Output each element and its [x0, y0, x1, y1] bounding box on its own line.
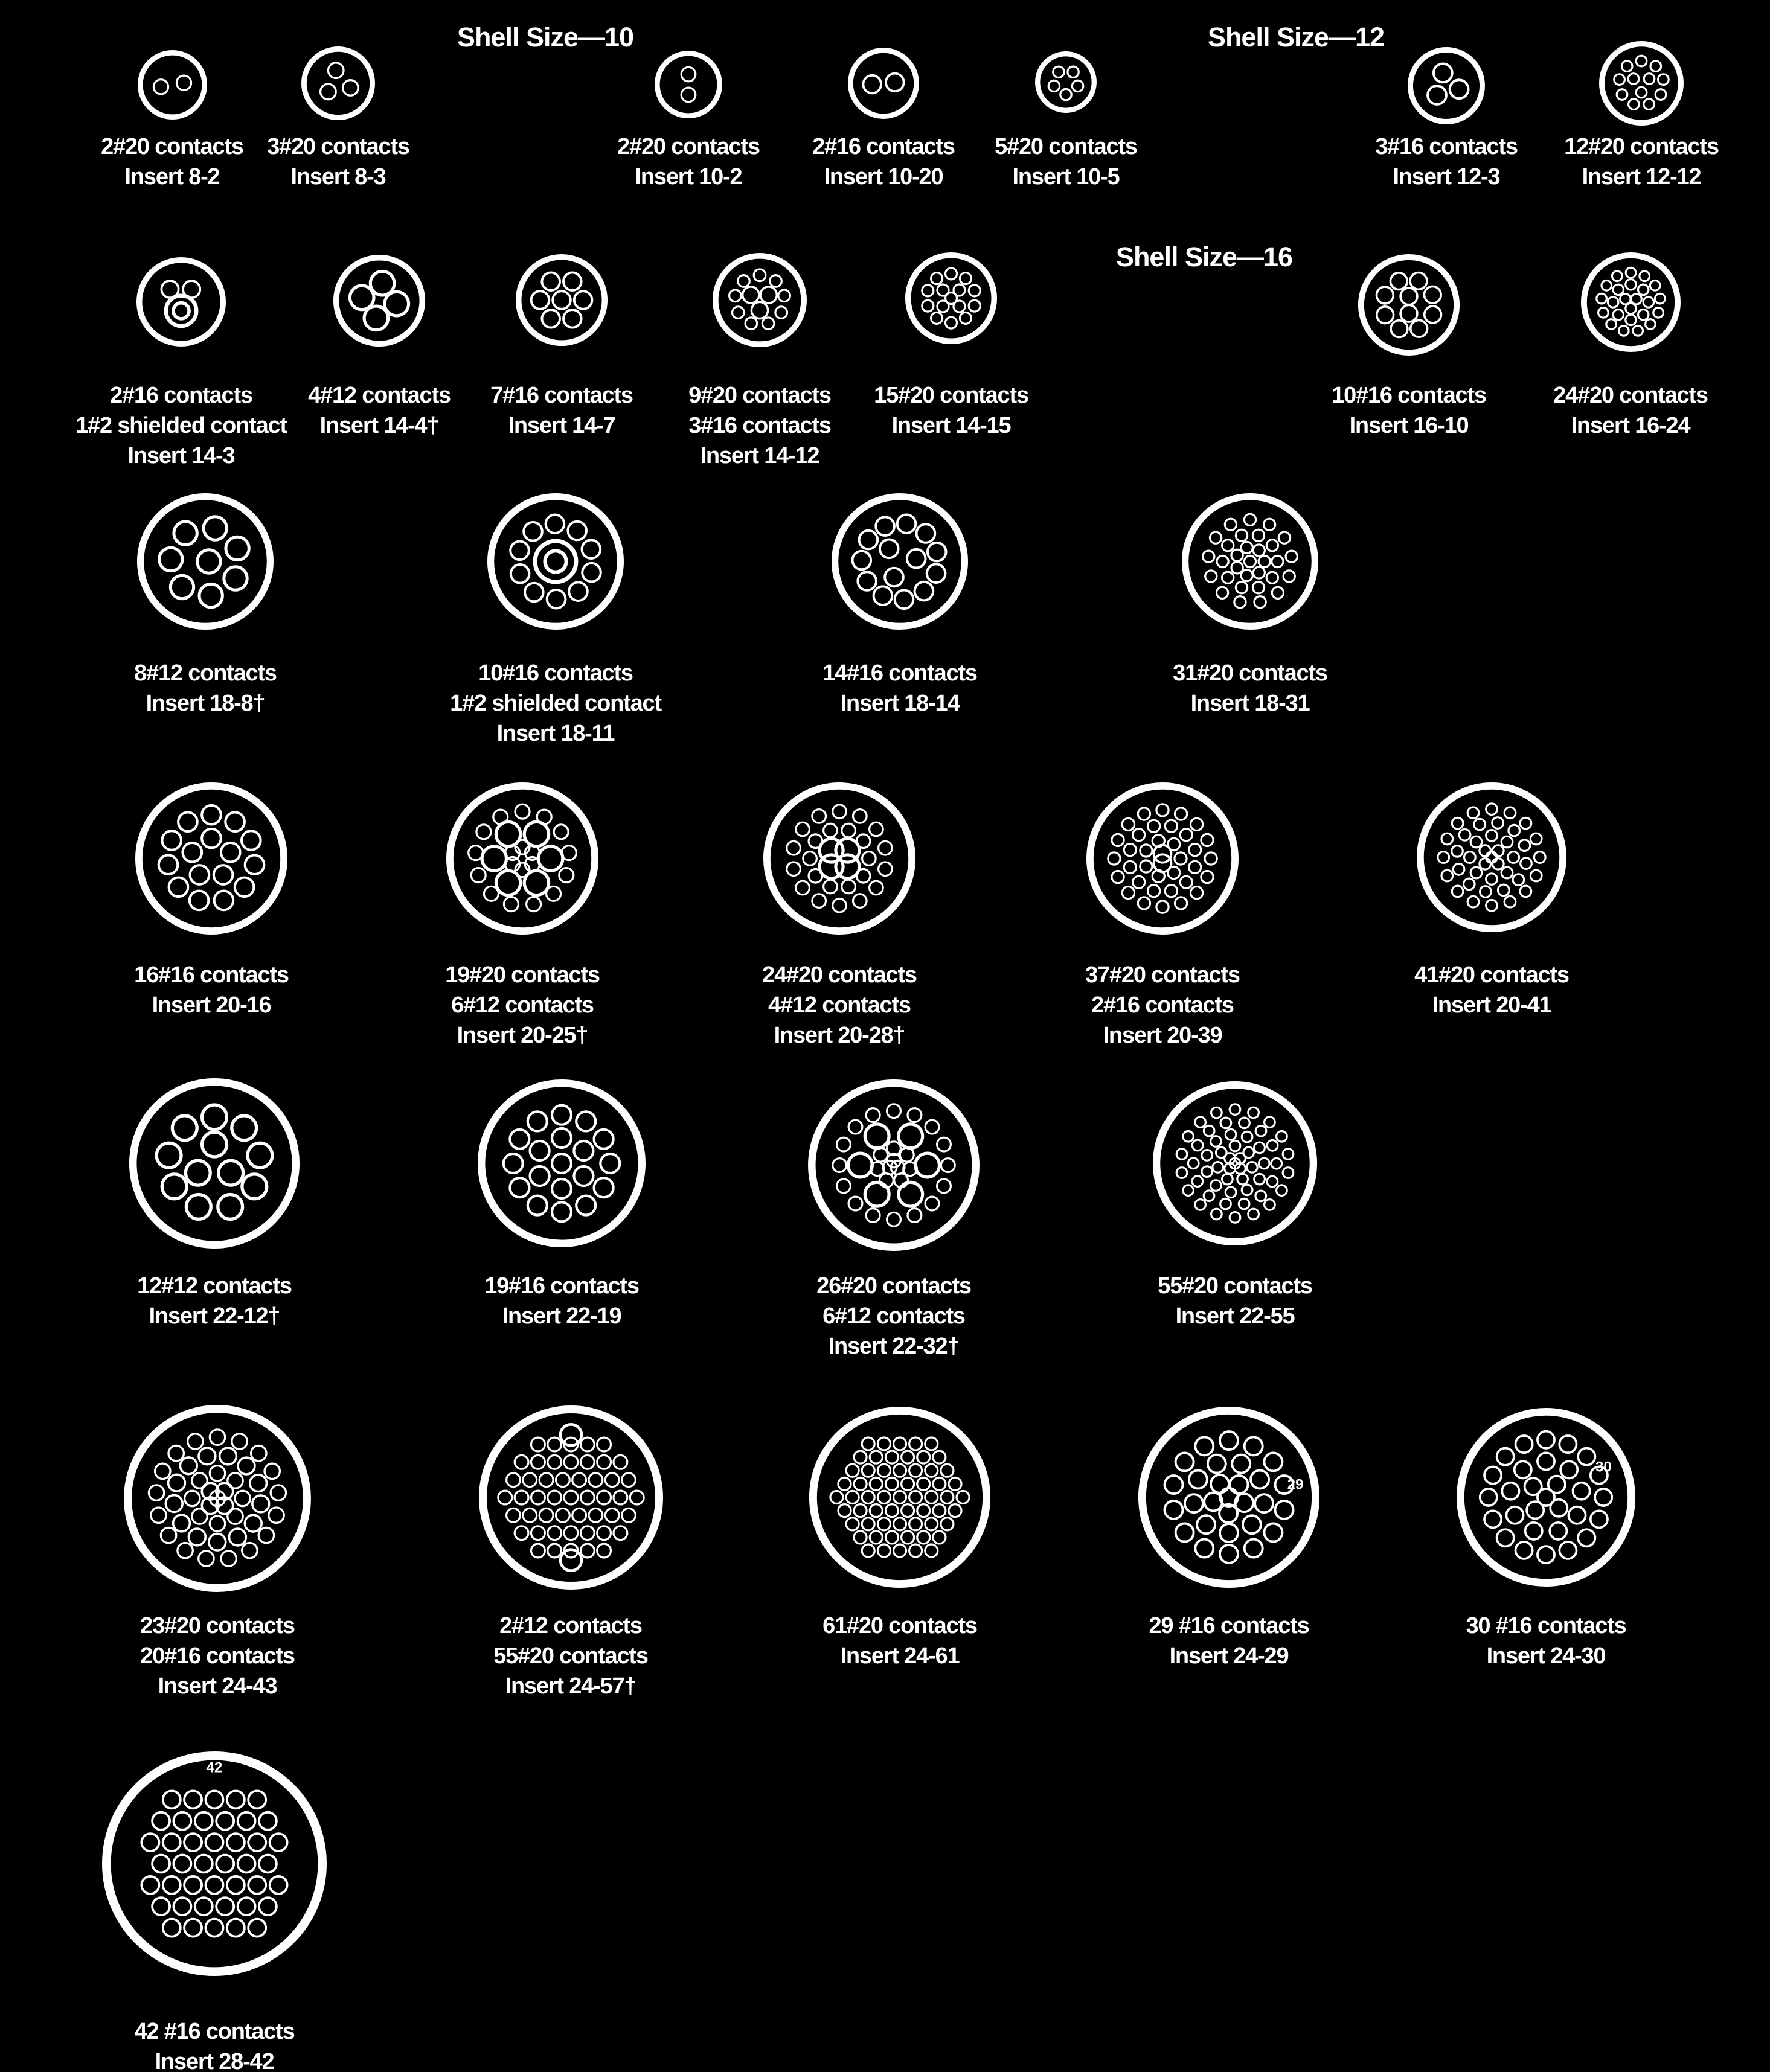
insert-12-12-diagram	[1589, 31, 1693, 135]
insert-22-12	[120, 1069, 309, 1258]
insert-8-2	[128, 40, 217, 129]
insert-24-57-label-line: 55#20 contacts	[493, 1643, 648, 1669]
insert-24-30-label-line: Insert 24-30	[1486, 1643, 1606, 1669]
insert-18-8-label	[12, 658, 399, 718]
insert-20-28-label-line: Insert 20-28†	[774, 1023, 905, 1048]
insert-12-12-label-line: 12#20 contacts	[1564, 134, 1719, 159]
insert-24-43-diagram	[114, 1395, 321, 1602]
insert-14-15	[896, 243, 1007, 354]
insert-20-39	[1077, 773, 1248, 944]
insert-8-3-label-line: 3#20 contacts	[267, 134, 409, 159]
insert-14-4-diagram	[324, 245, 435, 356]
insert-10-2-diagram	[645, 41, 732, 128]
insert-28-42-label-line: 42 #16 contacts	[134, 2019, 295, 2044]
insert-24-29-label-line: Insert 24-29	[1169, 1643, 1289, 1669]
insert-12-3	[1398, 37, 1495, 134]
insert-24-30-label-line: 30 #16 contacts	[1466, 1613, 1626, 1639]
insert-14-4-label-line: Insert 14-4†	[319, 413, 439, 438]
insert-22-12-label-line: Insert 22-12†	[149, 1303, 280, 1329]
insert-14-12-label-line: Insert 14-12	[700, 443, 819, 468]
insert-14-3-label-line: 2#16 contacts	[110, 383, 252, 408]
insert-20-39-label-line: 2#16 contacts	[1091, 993, 1234, 1018]
insert-22-19-label	[368, 1271, 755, 1331]
insert-18-14-label-line: 14#16 contacts	[822, 660, 977, 686]
insert-24-57-label	[377, 1611, 764, 1701]
insert-10-5-label	[873, 132, 1259, 192]
insert-22-12-diagram	[120, 1069, 309, 1258]
insert-16-10-label-line: 10#16 contacts	[1332, 383, 1486, 408]
insert-28-42-corner-number: 42	[206, 1759, 223, 1776]
insert-16-24-label	[1437, 380, 1770, 441]
insert-18-11-label-line: 10#16 contacts	[478, 660, 633, 686]
insert-24-29-label-line: 29 #16 contacts	[1149, 1613, 1309, 1639]
insert-14-4	[324, 245, 435, 356]
insert-18-14	[822, 484, 978, 639]
insert-8-3-label-line: Insert 8-3	[290, 164, 386, 190]
insert-22-32-diagram	[798, 1070, 989, 1261]
insert-24-61-label	[707, 1611, 1093, 1671]
insert-22-55-diagram	[1143, 1072, 1327, 1255]
insert-18-31	[1172, 484, 1328, 639]
insert-18-31-label	[1057, 658, 1443, 718]
insert-18-11-label-line: Insert 18-11	[496, 721, 615, 746]
insert-20-25-label-line: Insert 20-25†	[457, 1023, 588, 1048]
insert-10-20-diagram	[838, 38, 929, 129]
insert-24-30-diagram	[1447, 1398, 1645, 1596]
insert-10-20-label-line: Insert 10-20	[824, 164, 943, 190]
insert-18-31-label-line: 31#20 contacts	[1173, 660, 1327, 686]
insert-20-28-diagram	[754, 773, 925, 944]
insert-24-57-label-line: 2#12 contacts	[499, 1613, 642, 1639]
insert-14-7-diagram	[506, 245, 617, 356]
insert-20-25-diagram	[437, 773, 608, 944]
insert-14-7-label-line: Insert 14-7	[508, 413, 615, 438]
insert-20-41-label	[1298, 960, 1685, 1020]
insert-28-42-label-line: Insert 28-42	[155, 2049, 274, 2072]
insert-8-2-diagram	[128, 40, 217, 129]
insert-20-39-label	[969, 960, 1356, 1050]
insert-14-7	[506, 245, 617, 356]
insert-24-30-corner-number: 30	[1595, 1459, 1612, 1476]
insert-14-15-diagram	[896, 243, 1007, 354]
insert-24-43-label-line: 23#20 contacts	[140, 1613, 295, 1639]
insert-22-19-label-line: 19#16 contacts	[484, 1273, 639, 1299]
insert-16-10-label-line: Insert 16-10	[1349, 413, 1469, 438]
insert-18-8	[127, 484, 283, 639]
insert-20-39-label-line: Insert 20-39	[1103, 1023, 1222, 1048]
insert-20-16	[126, 773, 297, 944]
insert-22-55	[1143, 1072, 1327, 1255]
insert-12-3-label-line: Insert 12-3	[1393, 164, 1500, 190]
insert-12-12-label-line: Insert 12-12	[1582, 164, 1701, 190]
insert-10-2-label-line: 2#20 contacts	[617, 134, 760, 159]
insert-12-12-label	[1448, 132, 1770, 192]
insert-12-3-label-line: 3#16 contacts	[1375, 134, 1518, 159]
insert-10-2-label-line: Insert 10-2	[635, 164, 742, 190]
insert-20-39-label-line: 37#20 contacts	[1085, 962, 1240, 988]
insert-18-8-label-line: 8#12 contacts	[134, 660, 277, 686]
insert-22-19-diagram	[468, 1070, 655, 1257]
insert-14-3-label-line: 1#2 shielded contact	[75, 413, 287, 438]
insert-18-14-label	[707, 658, 1093, 718]
insert-24-29-diagram	[1129, 1397, 1329, 1597]
insert-14-4-label-line: 4#12 contacts	[308, 383, 451, 408]
insert-24-43	[114, 1395, 321, 1602]
insert-18-11-label	[362, 658, 749, 749]
insert-14-3	[127, 248, 236, 356]
insert-16-10-diagram	[1348, 245, 1469, 365]
insert-18-14-diagram	[822, 484, 978, 639]
insert-18-11-diagram	[478, 484, 633, 639]
insert-24-61-label-line: Insert 24-61	[840, 1643, 960, 1669]
insert-24-43-label-line: Insert 24-43	[158, 1674, 277, 1699]
insert-14-12-label-line: 3#16 contacts	[688, 413, 831, 438]
insert-22-12-label	[21, 1271, 408, 1331]
insert-28-42	[92, 1742, 336, 1986]
insert-24-61	[800, 1397, 1000, 1597]
shell-size-12-header: Shell Size—12	[1207, 22, 1385, 53]
insert-24-30-label	[1353, 1611, 1739, 1671]
insert-24-43-label	[24, 1611, 411, 1701]
insert-22-32	[798, 1070, 989, 1261]
insert-10-5-diagram	[1025, 42, 1106, 123]
insert-22-32-label	[701, 1271, 1087, 1361]
insert-22-32-label-line: 6#12 contacts	[822, 1303, 965, 1329]
insert-24-29-corner-number: 29	[1287, 1476, 1304, 1493]
insert-24-57-label-line: Insert 24-57†	[505, 1674, 636, 1699]
insert-10-20	[838, 38, 929, 129]
insert-8-2-label-line: Insert 8-2	[124, 164, 220, 190]
insert-20-41-diagram	[1407, 773, 1576, 942]
insert-12-12	[1589, 31, 1693, 135]
insert-14-15-label-line: Insert 14-15	[891, 413, 1011, 438]
insert-8-3	[292, 37, 385, 130]
insert-22-32-label-line: Insert 22-32†	[828, 1334, 960, 1359]
insert-18-11-label-line: 1#2 shielded contact	[450, 691, 661, 716]
insert-22-19	[468, 1070, 655, 1257]
insert-24-30	[1447, 1398, 1645, 1596]
insert-16-24-diagram	[1571, 243, 1690, 362]
insert-8-2-label-line: 2#20 contacts	[101, 134, 243, 159]
insert-18-8-diagram	[127, 484, 283, 639]
insert-16-24-label-line: Insert 16-24	[1571, 413, 1690, 438]
insert-24-57	[469, 1396, 673, 1599]
insert-24-61-label-line: 61#20 contacts	[822, 1613, 977, 1639]
insert-14-12-diagram	[703, 243, 816, 357]
insert-22-55-label	[1042, 1271, 1428, 1331]
insert-28-42-diagram	[92, 1742, 336, 1986]
insert-10-2	[645, 41, 732, 128]
insert-20-16-label-line: Insert 20-16	[152, 993, 271, 1018]
insert-20-28	[754, 773, 925, 944]
insert-16-10	[1348, 245, 1469, 365]
insert-10-5-label-line: Insert 10-5	[1012, 164, 1120, 190]
insert-22-55-label-line: 55#20 contacts	[1158, 1273, 1312, 1299]
shell-size-16-header: Shell Size—16	[1115, 241, 1293, 272]
insert-18-31-diagram	[1172, 484, 1328, 639]
insert-20-25	[437, 773, 608, 944]
insert-14-12-label-line: 9#20 contacts	[688, 383, 831, 408]
insert-18-8-label-line: Insert 18-8†	[146, 691, 265, 716]
insert-14-15-label	[758, 380, 1144, 441]
insert-20-16-diagram	[126, 773, 297, 944]
insert-20-25-label-line: 19#20 contacts	[445, 962, 600, 988]
insert-20-16-label-line: 16#16 contacts	[134, 962, 289, 988]
insert-8-3-label	[145, 132, 531, 192]
insert-18-11	[478, 484, 633, 639]
insert-20-41-label-line: Insert 20-41	[1432, 993, 1551, 1018]
insert-12-3-diagram	[1398, 37, 1495, 134]
insert-18-14-label-line: Insert 18-14	[840, 691, 960, 716]
insert-20-28-label-line: 24#20 contacts	[762, 962, 917, 988]
insert-10-5	[1025, 42, 1106, 123]
insert-22-32-label-line: 26#20 contacts	[816, 1273, 971, 1299]
insert-24-29	[1129, 1397, 1329, 1597]
insert-22-19-label-line: Insert 22-19	[502, 1303, 621, 1329]
insert-22-55-label-line: Insert 22-55	[1175, 1303, 1295, 1329]
insert-28-42-label	[21, 2016, 408, 2072]
insert-24-43-label-line: 20#16 contacts	[140, 1643, 295, 1669]
insert-22-12-label-line: 12#12 contacts	[137, 1273, 292, 1299]
insert-14-12	[703, 243, 816, 357]
insert-20-39-diagram	[1077, 773, 1248, 944]
insert-20-25-label-line: 6#12 contacts	[451, 993, 594, 1018]
insert-16-24	[1571, 243, 1690, 362]
insert-10-20-label-line: 2#16 contacts	[812, 134, 955, 159]
insert-20-41	[1407, 773, 1576, 942]
insert-14-7-label-line: 7#16 contacts	[490, 383, 633, 408]
insert-14-3-label-line: Insert 14-3	[127, 443, 235, 468]
insert-16-24-label-line: 24#20 contacts	[1553, 383, 1708, 408]
insert-24-61-diagram	[800, 1397, 1000, 1597]
insert-14-3-diagram	[127, 248, 236, 356]
insert-20-41-label-line: 41#20 contacts	[1414, 962, 1569, 988]
insert-14-15-label-line: 15#20 contacts	[874, 383, 1028, 408]
shell-size-10-header: Shell Size—10	[457, 22, 634, 53]
insert-24-57-diagram	[469, 1396, 673, 1599]
insert-18-31-label-line: Insert 18-31	[1190, 691, 1310, 716]
insert-20-28-label-line: 4#12 contacts	[768, 993, 911, 1018]
insert-8-3-diagram	[292, 37, 385, 130]
insert-10-5-label-line: 5#20 contacts	[995, 134, 1137, 159]
